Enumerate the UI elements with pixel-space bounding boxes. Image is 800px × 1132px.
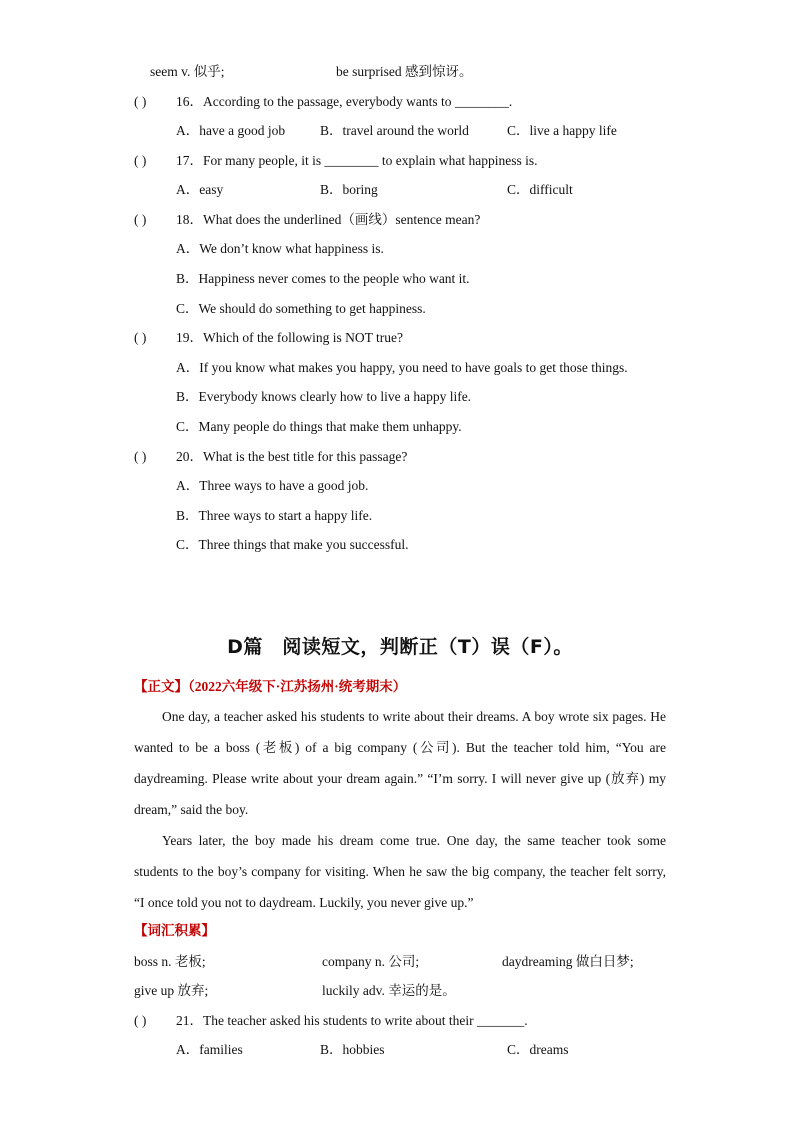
- vocab-daydreaming: daydreaming 做白日梦;: [502, 954, 634, 969]
- vocab-company: company n. 公司;: [322, 954, 420, 969]
- vocab-boss: boss n. 老板;: [134, 954, 206, 969]
- option-c: C．dreams: [507, 1042, 569, 1057]
- option-text: A．Three ways to have a good job.: [176, 478, 369, 493]
- vocab-surprised: be surprised 感到惊讶。: [336, 64, 473, 79]
- answer-paren: ( ): [134, 330, 147, 345]
- passage-paragraph-1: One day, a teacher asked his students to write about their dreams. A boy wrote six pages. He wanted to be a boss (老板) of a big company (公司). But the teacher told him, “You are daydreaming. Please write about your dream again.” “I’m sorry. I will never give up (放弃) my dream,” said the boy.: [134, 709, 666, 817]
- option-text: C．Many people do things that make them unhappy.: [176, 419, 462, 434]
- option-text: C．We should do something to get happiness.: [176, 301, 426, 316]
- answer-paren: ( ): [134, 94, 147, 109]
- vocab-label: 【词汇积累】: [134, 923, 215, 938]
- option-b: B．hobbies: [320, 1042, 385, 1057]
- option-b: B．boring: [320, 182, 378, 197]
- option-text: C．Three things that make you successful.: [176, 537, 409, 552]
- option-c: C．live a happy life: [507, 123, 617, 138]
- question-stem: 19．Which of the following is NOT true?: [176, 330, 403, 345]
- question-stem: 21．The teacher asked his students to write about their _______.: [176, 1013, 528, 1028]
- option-a: A．families: [176, 1042, 243, 1057]
- option-text: B．Everybody knows clearly how to live a happy life.: [176, 389, 472, 404]
- question-stem: 18．What does the underlined（画线）sentence mean?: [176, 212, 481, 227]
- passage-paragraph-2: Years later, the boy made his dream come true. One day, the same teacher took some students to the boy’s company for visiting. When he saw the big company, the teacher felt sorry, “I once told you not to daydream. Luckily, you never give up.”: [134, 833, 666, 910]
- vocab-give-up: give up 放弃;: [134, 983, 209, 998]
- question-stem: 17．For many people, it is ________ to explain what happiness is.: [176, 153, 538, 168]
- section-d-title: D篇 阅读短文，判断正（T）误（F）。: [227, 636, 573, 658]
- option-a: A．easy: [176, 182, 224, 197]
- answer-paren: ( ): [134, 1013, 147, 1028]
- answer-paren: ( ): [134, 212, 147, 227]
- option-b: B．travel around the world: [320, 123, 469, 138]
- passage-body: [134, 701, 666, 918]
- passage-source: 【正文】（2022六年级下·江苏扬州·统考期末）: [134, 679, 407, 694]
- question-stem: 20．What is the best title for this passage?: [176, 449, 408, 464]
- option-text: B．Three ways to start a happy life.: [176, 508, 373, 523]
- answer-paren: ( ): [134, 153, 147, 168]
- option-a: A．have a good job: [176, 123, 286, 138]
- answer-paren: ( ): [134, 449, 147, 464]
- option-text: A．We don’t know what happiness is.: [176, 241, 384, 256]
- option-c: C．difficult: [507, 182, 573, 197]
- vocab-luckily: luckily adv. 幸运的是。: [322, 983, 456, 998]
- vocab-seem: seem v. 似乎;: [150, 64, 225, 79]
- option-text: B．Happiness never comes to the people who want it.: [176, 271, 470, 286]
- option-text: A．If you know what makes you happy, you need to have goals to get those things.: [176, 360, 628, 375]
- question-stem: 16．According to the passage, everybody wants to ________.: [176, 94, 513, 109]
